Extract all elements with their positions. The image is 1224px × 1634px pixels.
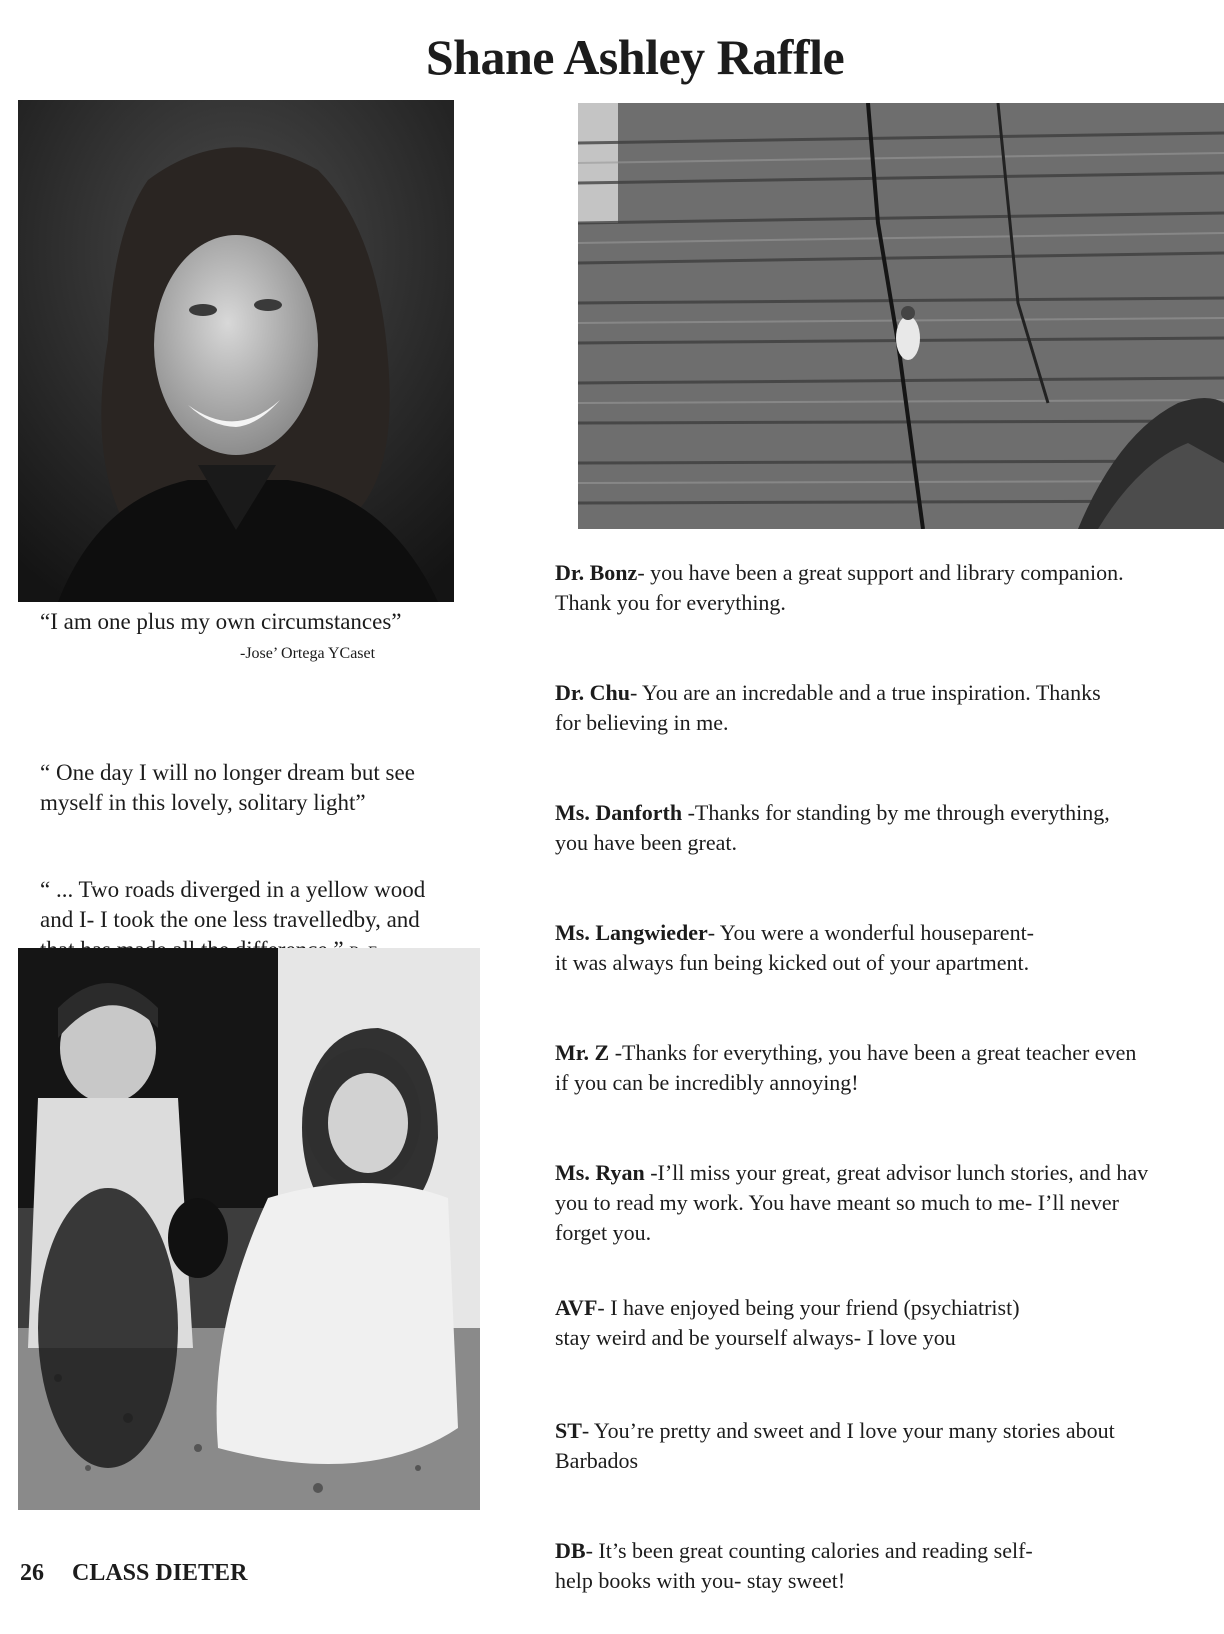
quote-text: “ ... Two roads diverged in a yellow wood and I- I took the one less travelledby, and [40,877,426,932]
page-footer [20,1560,247,1587]
dedication-name: Mr. Z [555,1040,610,1065]
dedication-name: ST [555,1418,582,1443]
dedication-item [555,1293,1224,1353]
quote-one [40,607,402,669]
dedication-item [555,1536,1224,1596]
dedication-message: - You are an incredable and a true inspiration. Thanks for believing in me. [555,680,1101,735]
dedication-item [555,1158,1224,1248]
dedication-item [555,678,1224,738]
dedication-message: -I’ll miss your great, great advisor lunch stories, and hav you to read my work. You have meant so much to me- I’ll never forget you. [555,1160,1149,1245]
dedication-message: - It’s been great counting calories and reading self- help books with you- stay sweet! [555,1538,1033,1593]
quote-text: “ One day I will no longer dream but see myself in this lovely, solitary light” [40,760,415,815]
dedication-message: -Thanks for everything, you have been a great teacher even if you can be incredibly annoying! [555,1040,1137,1095]
portrait-photo [18,100,454,602]
dedication-item [555,1416,1224,1476]
dedication-item [555,798,1224,858]
quote-text: “I am one plus my own circumstances” [40,609,402,634]
childhood-photo [18,948,480,1510]
quote-attribution: -Jose’ Ortega YCaset [240,645,376,662]
dedication-message: -Thanks for standing by me through everything, you have been great. [555,800,1110,855]
page-number: 26 [20,1560,44,1586]
dedication-name: Ms. Danforth [555,800,683,825]
dedication-name: Dr. Bonz [555,560,638,585]
dedication-name: AVF [555,1295,598,1320]
dedication-message: - you have been a great support and library companion. Thank you for everything. [555,560,1124,615]
dedication-item [555,558,1224,618]
dedication-name: Dr. Chu [555,680,630,705]
dedication-name: Ms. Ryan [555,1160,645,1185]
dedication-message: - You’re pretty and sweet and I love your many stories about Barbados [555,1418,1115,1473]
page-title: Shane Ashley Raffle [425,29,845,85]
dedication-name: Ms. Langwieder [555,920,708,945]
dedication-message: - You were a wonderful houseparent- it was always fun being kicked out of your apartment. [555,920,1035,975]
rock-climbing-photo [578,103,1224,529]
dedication-message: - I have enjoyed being your friend (psychiatrist) stay weird and be yourself always- I love you [555,1295,1020,1350]
dedication-item [555,918,1224,978]
quote-two [40,728,415,818]
dedication-item [555,1038,1224,1098]
section-name: CLASS DIETER [72,1560,248,1586]
dedication-name: DB [555,1538,586,1563]
